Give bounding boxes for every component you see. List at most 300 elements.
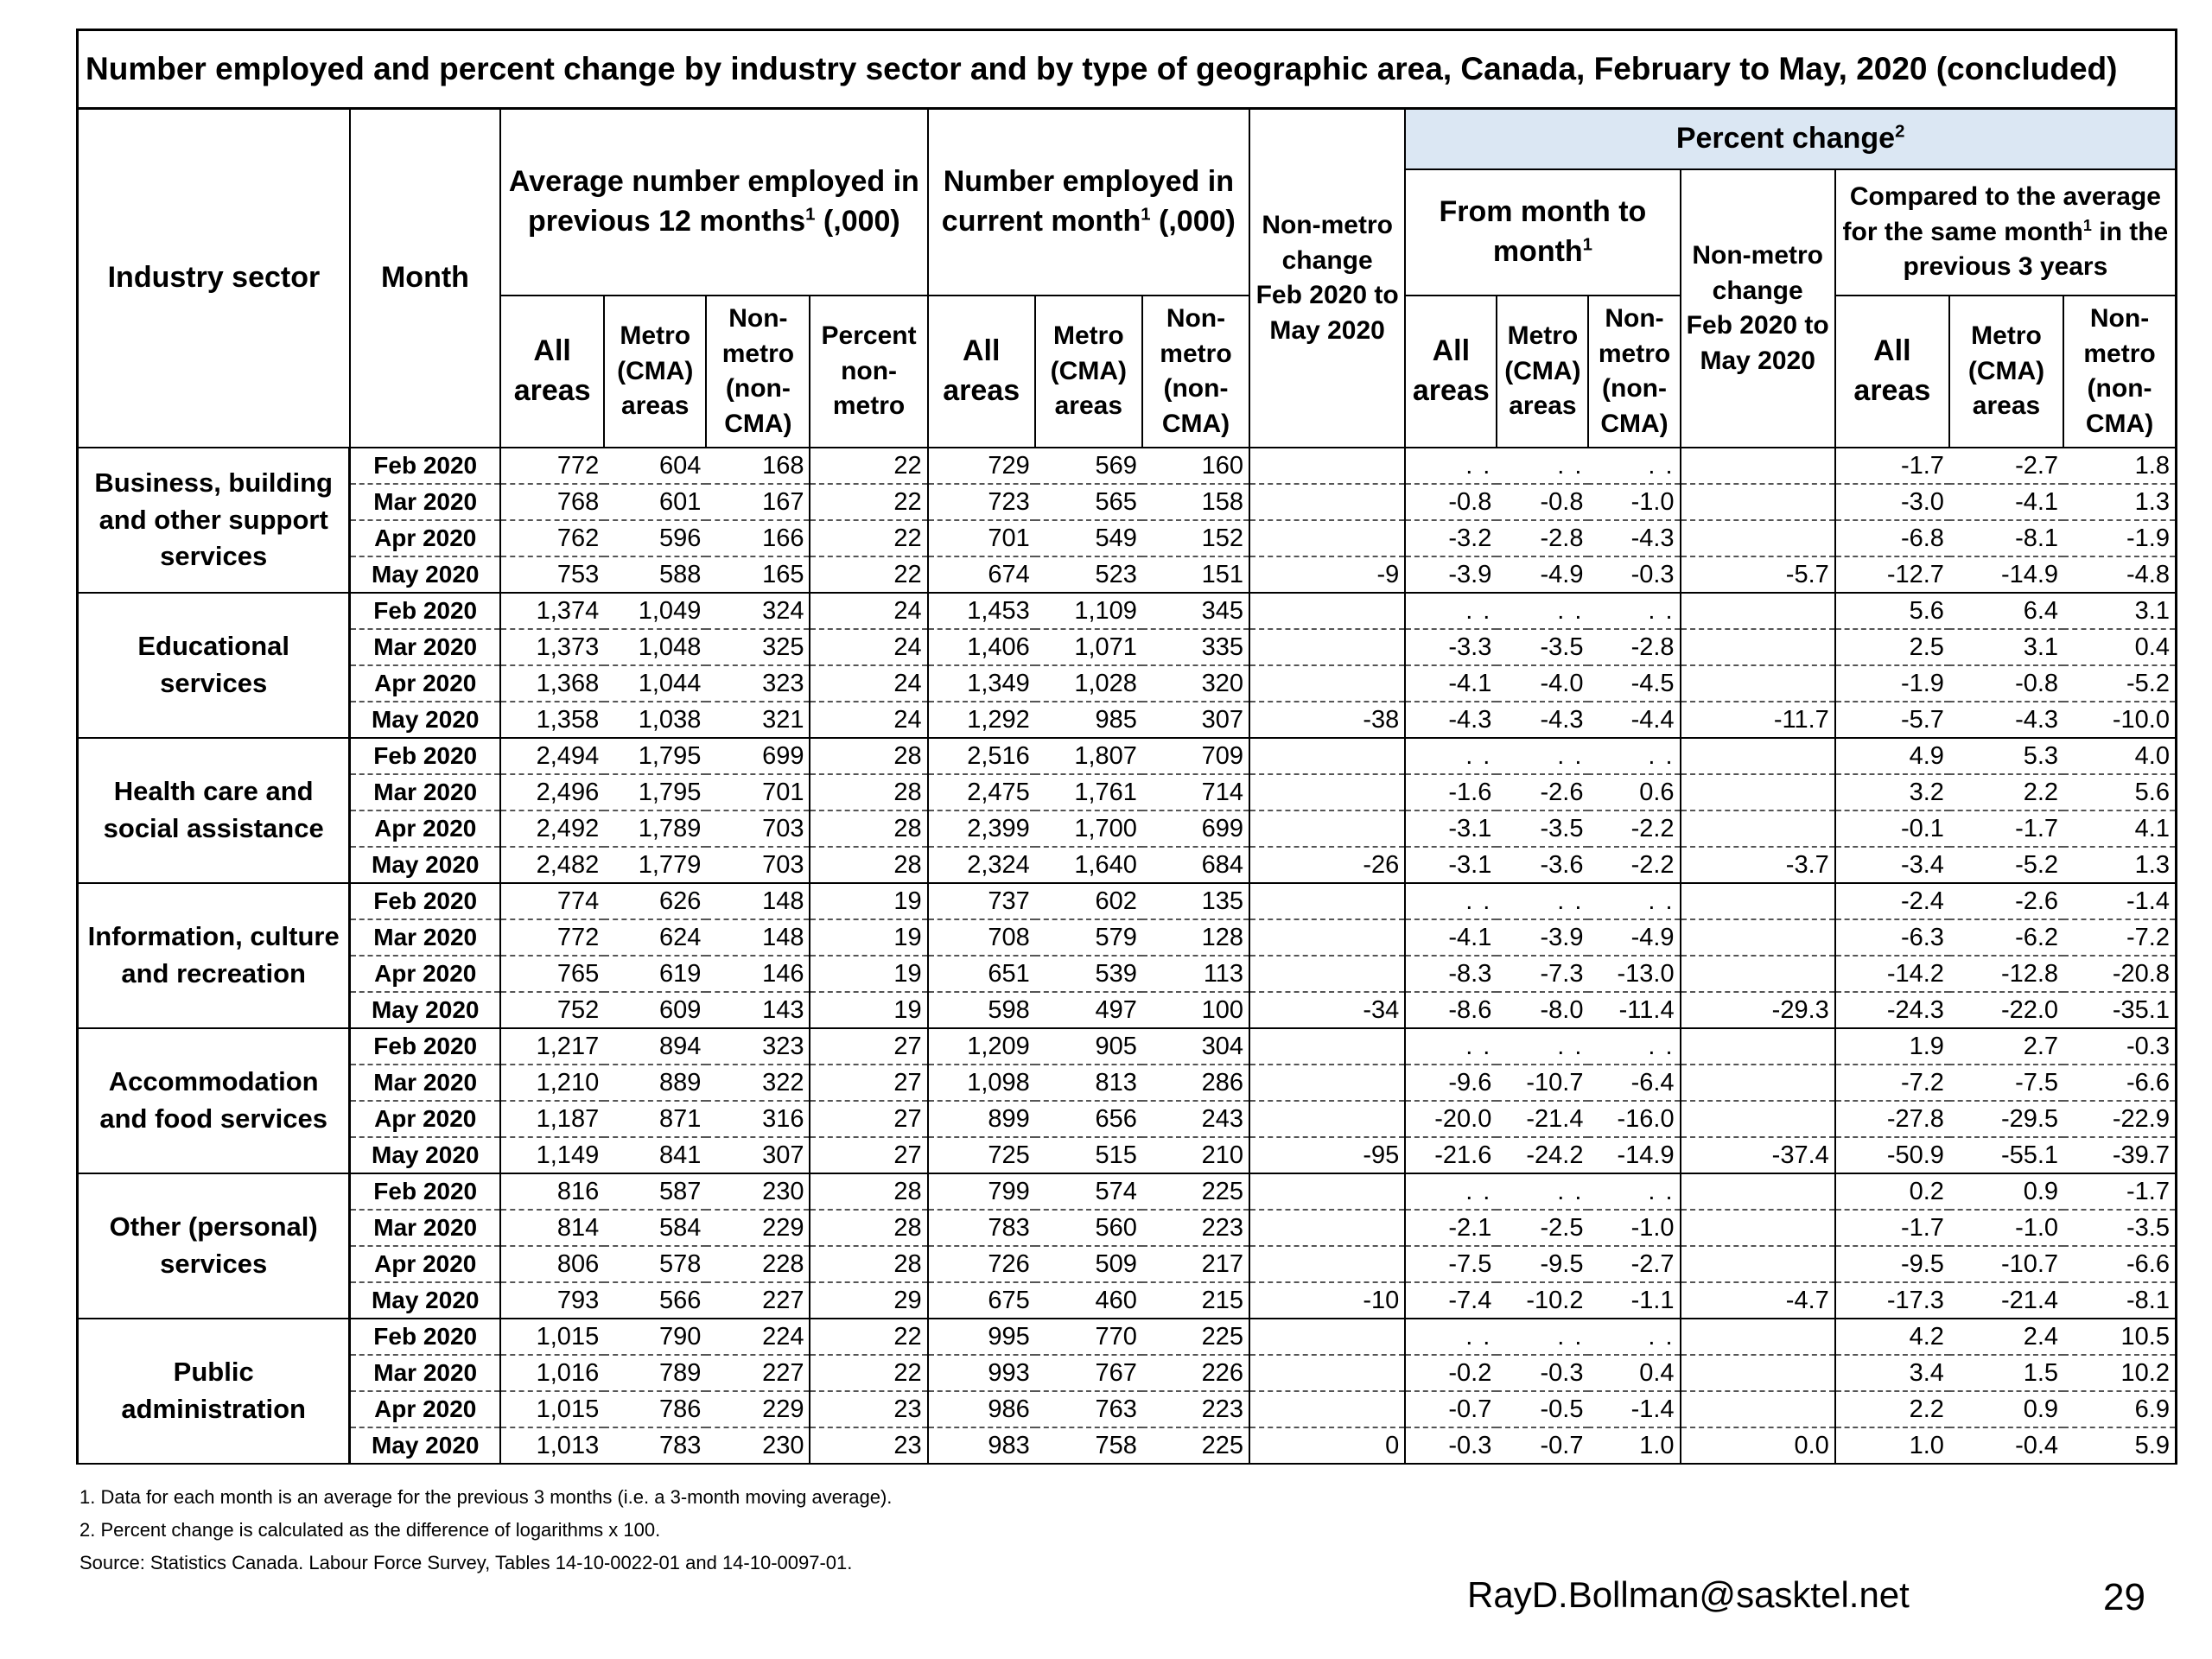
header-cmp-all-areas: All areas xyxy=(1835,296,1949,448)
month-cell: Feb 2020 xyxy=(350,448,500,484)
cmp-nonmetro-cell: -1.7 xyxy=(2063,1173,2176,1210)
nonmetro-change-cell xyxy=(1249,1173,1405,1210)
cur-all-areas-cell: 1,453 xyxy=(928,593,1035,629)
nonmetro-change-cell xyxy=(1249,629,1405,665)
table-row xyxy=(78,1391,2177,1427)
cmp-metro-cell: -10.7 xyxy=(1949,1246,2063,1282)
nonmetro-change-pct-cell: -29.3 xyxy=(1681,992,1835,1028)
percent-nonmetro-cell: 27 xyxy=(810,1065,927,1101)
mm-metro-cell: -4.9 xyxy=(1497,556,1588,593)
mm-all-areas-cell: -3.9 xyxy=(1405,556,1497,593)
header-avg-nonmetro: Non-metro (non-CMA) xyxy=(706,296,810,448)
cmp-metro-cell: -29.5 xyxy=(1949,1101,2063,1137)
cmp-nonmetro-cell: -0.3 xyxy=(2063,1028,2176,1065)
mm-nonmetro-cell: -2.8 xyxy=(1588,629,1680,665)
cur-nonmetro-cell: 151 xyxy=(1142,556,1249,593)
footnotes xyxy=(79,1481,892,1580)
cmp-nonmetro-cell: 5.6 xyxy=(2063,774,2176,810)
mm-nonmetro-cell: . . xyxy=(1588,1319,1680,1355)
nonmetro-change-pct-cell xyxy=(1681,1101,1835,1137)
avg-nonmetro-cell: 227 xyxy=(706,1355,810,1391)
month-cell: May 2020 xyxy=(350,847,500,883)
cmp-nonmetro-cell: 4.1 xyxy=(2063,810,2176,847)
cur-nonmetro-cell: 223 xyxy=(1142,1391,1249,1427)
cmp-all-areas-cell: -27.8 xyxy=(1835,1101,1949,1137)
cmp-metro-cell: -1.0 xyxy=(1949,1210,2063,1246)
table-row xyxy=(78,919,2177,956)
percent-nonmetro-cell: 19 xyxy=(810,956,927,992)
percent-nonmetro-cell: 28 xyxy=(810,1210,927,1246)
mm-all-areas-cell: -9.6 xyxy=(1405,1065,1497,1101)
cmp-metro-cell: 1.5 xyxy=(1949,1355,2063,1391)
avg-nonmetro-cell: 307 xyxy=(706,1137,810,1173)
mm-nonmetro-cell: -2.7 xyxy=(1588,1246,1680,1282)
avg-metro-cell: 841 xyxy=(604,1137,706,1173)
cmp-all-areas-cell: -1.7 xyxy=(1835,448,1949,484)
cmp-nonmetro-cell: 4.0 xyxy=(2063,738,2176,774)
table-row xyxy=(78,593,2177,629)
cur-nonmetro-cell: 243 xyxy=(1142,1101,1249,1137)
sector-name: Other (personal) services xyxy=(78,1173,350,1319)
cur-nonmetro-cell: 113 xyxy=(1142,956,1249,992)
table-row xyxy=(78,956,2177,992)
mm-all-areas-cell: -3.3 xyxy=(1405,629,1497,665)
cmp-metro-cell: 5.3 xyxy=(1949,738,2063,774)
cmp-all-areas-cell: 1.9 xyxy=(1835,1028,1949,1065)
cur-all-areas-cell: 2,475 xyxy=(928,774,1035,810)
percent-nonmetro-cell: 28 xyxy=(810,738,927,774)
avg-all-areas-cell: 1,368 xyxy=(500,665,604,702)
avg-nonmetro-cell: 228 xyxy=(706,1246,810,1282)
avg-all-areas-cell: 1,358 xyxy=(500,702,604,738)
cur-nonmetro-cell: 320 xyxy=(1142,665,1249,702)
cur-metro-cell: 985 xyxy=(1035,702,1142,738)
table-row xyxy=(78,1319,2177,1355)
month-cell: Mar 2020 xyxy=(350,1355,500,1391)
nonmetro-change-cell xyxy=(1249,883,1405,919)
mm-nonmetro-cell: -2.2 xyxy=(1588,810,1680,847)
mm-all-areas-cell: -3.1 xyxy=(1405,847,1497,883)
month-cell: Mar 2020 xyxy=(350,1210,500,1246)
avg-all-areas-cell: 1,016 xyxy=(500,1355,604,1391)
percent-nonmetro-cell: 19 xyxy=(810,883,927,919)
avg-metro-cell: 578 xyxy=(604,1246,706,1282)
cmp-all-areas-cell: -9.5 xyxy=(1835,1246,1949,1282)
avg-nonmetro-cell: 321 xyxy=(706,702,810,738)
header-cmp-nonmetro: Non-metro (non-CMA) xyxy=(2063,296,2176,448)
cmp-metro-cell: -14.9 xyxy=(1949,556,2063,593)
month-cell: Feb 2020 xyxy=(350,738,500,774)
nonmetro-change-cell xyxy=(1249,1065,1405,1101)
avg-metro-cell: 1,789 xyxy=(604,810,706,847)
month-cell: Feb 2020 xyxy=(350,1173,500,1210)
avg-all-areas-cell: 2,482 xyxy=(500,847,604,883)
cur-nonmetro-cell: 225 xyxy=(1142,1319,1249,1355)
sector-name: Educational services xyxy=(78,593,350,738)
nonmetro-change-pct-cell xyxy=(1681,810,1835,847)
nonmetro-change-pct-cell xyxy=(1681,738,1835,774)
cur-all-areas-cell: 701 xyxy=(928,520,1035,556)
nonmetro-change-cell: -9 xyxy=(1249,556,1405,593)
cmp-all-areas-cell: -14.2 xyxy=(1835,956,1949,992)
cmp-all-areas-cell: -5.7 xyxy=(1835,702,1949,738)
header-avg-all-areas: All areas xyxy=(500,296,604,448)
mm-all-areas-cell: . . xyxy=(1405,1319,1497,1355)
mm-nonmetro-cell: -4.3 xyxy=(1588,520,1680,556)
cur-metro-cell: 460 xyxy=(1035,1282,1142,1319)
cmp-metro-cell: 0.9 xyxy=(1949,1173,2063,1210)
nonmetro-change-cell xyxy=(1249,1101,1405,1137)
nonmetro-change-pct-cell xyxy=(1681,484,1835,520)
percent-nonmetro-cell: 28 xyxy=(810,1173,927,1210)
percent-nonmetro-cell: 22 xyxy=(810,484,927,520)
cmp-nonmetro-cell: -6.6 xyxy=(2063,1246,2176,1282)
percent-nonmetro-cell: 22 xyxy=(810,448,927,484)
mm-metro-cell: -10.2 xyxy=(1497,1282,1588,1319)
percent-nonmetro-cell: 24 xyxy=(810,593,927,629)
cur-all-areas-cell: 708 xyxy=(928,919,1035,956)
avg-all-areas-cell: 1,187 xyxy=(500,1101,604,1137)
table-row xyxy=(78,1065,2177,1101)
avg-metro-cell: 789 xyxy=(604,1355,706,1391)
cmp-all-areas-cell: -1.7 xyxy=(1835,1210,1949,1246)
cmp-nonmetro-cell: -10.0 xyxy=(2063,702,2176,738)
cur-all-areas-cell: 983 xyxy=(928,1427,1035,1464)
avg-metro-cell: 1,779 xyxy=(604,847,706,883)
avg-all-areas-cell: 772 xyxy=(500,448,604,484)
mm-metro-cell: -10.7 xyxy=(1497,1065,1588,1101)
mm-all-areas-cell: . . xyxy=(1405,448,1497,484)
header-month: Month xyxy=(350,109,500,448)
cmp-all-areas-cell: 3.4 xyxy=(1835,1355,1949,1391)
cur-metro-cell: 565 xyxy=(1035,484,1142,520)
mm-all-areas-cell: -4.3 xyxy=(1405,702,1497,738)
mm-metro-cell: . . xyxy=(1497,1319,1588,1355)
cur-all-areas-cell: 737 xyxy=(928,883,1035,919)
mm-all-areas-cell: -3.1 xyxy=(1405,810,1497,847)
month-cell: Apr 2020 xyxy=(350,520,500,556)
table-row xyxy=(78,448,2177,484)
cmp-metro-cell: 6.4 xyxy=(1949,593,2063,629)
avg-nonmetro-cell: 701 xyxy=(706,774,810,810)
mm-nonmetro-cell: -1.1 xyxy=(1588,1282,1680,1319)
cmp-nonmetro-cell: -39.7 xyxy=(2063,1137,2176,1173)
cmp-nonmetro-cell: 10.5 xyxy=(2063,1319,2176,1355)
month-cell: Feb 2020 xyxy=(350,1028,500,1065)
cmp-metro-cell: 2.4 xyxy=(1949,1319,2063,1355)
mm-all-areas-cell: -3.2 xyxy=(1405,520,1497,556)
cur-nonmetro-cell: 304 xyxy=(1142,1028,1249,1065)
nonmetro-change-pct-cell: -5.7 xyxy=(1681,556,1835,593)
mm-nonmetro-cell: -13.0 xyxy=(1588,956,1680,992)
cmp-all-areas-cell: 5.6 xyxy=(1835,593,1949,629)
cur-all-areas-cell: 899 xyxy=(928,1101,1035,1137)
cmp-all-areas-cell: -7.2 xyxy=(1835,1065,1949,1101)
month-cell: Apr 2020 xyxy=(350,1101,500,1137)
month-cell: Mar 2020 xyxy=(350,484,500,520)
nonmetro-change-cell xyxy=(1249,1210,1405,1246)
nonmetro-change-pct-cell xyxy=(1681,774,1835,810)
mm-nonmetro-cell: . . xyxy=(1588,883,1680,919)
nonmetro-change-pct-cell xyxy=(1681,1028,1835,1065)
mm-nonmetro-cell: -11.4 xyxy=(1588,992,1680,1028)
nonmetro-change-pct-cell xyxy=(1681,629,1835,665)
percent-nonmetro-cell: 28 xyxy=(810,847,927,883)
table-row xyxy=(78,738,2177,774)
table-row xyxy=(78,556,2177,593)
mm-nonmetro-cell: -4.4 xyxy=(1588,702,1680,738)
avg-all-areas-cell: 762 xyxy=(500,520,604,556)
table-row xyxy=(78,1137,2177,1173)
cmp-all-areas-cell: -50.9 xyxy=(1835,1137,1949,1173)
percent-nonmetro-cell: 28 xyxy=(810,810,927,847)
cmp-nonmetro-cell: 6.9 xyxy=(2063,1391,2176,1427)
avg-all-areas-cell: 772 xyxy=(500,919,604,956)
avg-metro-cell: 619 xyxy=(604,956,706,992)
nonmetro-change-pct-cell xyxy=(1681,1246,1835,1282)
nonmetro-change-pct-cell: -3.7 xyxy=(1681,847,1835,883)
cmp-metro-cell: 2.7 xyxy=(1949,1028,2063,1065)
mm-all-areas-cell: -7.4 xyxy=(1405,1282,1497,1319)
mm-metro-cell: -4.3 xyxy=(1497,702,1588,738)
cmp-nonmetro-cell: -8.1 xyxy=(2063,1282,2176,1319)
cur-metro-cell: 1,761 xyxy=(1035,774,1142,810)
cur-all-areas-cell: 1,209 xyxy=(928,1028,1035,1065)
month-cell: Apr 2020 xyxy=(350,810,500,847)
header-avg-metro: Metro (CMA) areas xyxy=(604,296,706,448)
nonmetro-change-cell xyxy=(1249,665,1405,702)
nonmetro-change-pct-cell xyxy=(1681,956,1835,992)
cmp-nonmetro-cell: -3.5 xyxy=(2063,1210,2176,1246)
avg-all-areas-cell: 1,015 xyxy=(500,1391,604,1427)
percent-nonmetro-cell: 19 xyxy=(810,919,927,956)
table-row xyxy=(78,484,2177,520)
mm-metro-cell: . . xyxy=(1497,448,1588,484)
avg-all-areas-cell: 1,217 xyxy=(500,1028,604,1065)
table-row xyxy=(78,629,2177,665)
cmp-all-areas-cell: -6.8 xyxy=(1835,520,1949,556)
cur-metro-cell: 602 xyxy=(1035,883,1142,919)
avg-all-areas-cell: 2,496 xyxy=(500,774,604,810)
table-row xyxy=(78,1246,2177,1282)
nonmetro-change-pct-cell xyxy=(1681,1319,1835,1355)
nonmetro-change-cell: -34 xyxy=(1249,992,1405,1028)
nonmetro-change-pct-cell xyxy=(1681,448,1835,484)
month-cell: May 2020 xyxy=(350,1427,500,1464)
cur-all-areas-cell: 675 xyxy=(928,1282,1035,1319)
cur-metro-cell: 763 xyxy=(1035,1391,1142,1427)
cur-metro-cell: 523 xyxy=(1035,556,1142,593)
nonmetro-change-cell xyxy=(1249,738,1405,774)
header-avg-prev-12: Average number employed in previous 12 months$^1$ (,000) xyxy=(500,109,928,296)
table-row xyxy=(78,1210,2177,1246)
sector-name: Information, culture and recreation xyxy=(78,883,350,1028)
mm-all-areas-cell: -1.6 xyxy=(1405,774,1497,810)
percent-nonmetro-cell: 28 xyxy=(810,774,927,810)
mm-nonmetro-cell: . . xyxy=(1588,448,1680,484)
cur-metro-cell: 549 xyxy=(1035,520,1142,556)
nonmetro-change-pct-cell xyxy=(1681,919,1835,956)
mm-all-areas-cell: . . xyxy=(1405,1028,1497,1065)
percent-nonmetro-cell: 19 xyxy=(810,992,927,1028)
mm-all-areas-cell: -8.6 xyxy=(1405,992,1497,1028)
avg-nonmetro-cell: 230 xyxy=(706,1173,810,1210)
header-cur-metro: Metro (CMA) areas xyxy=(1035,296,1142,448)
cmp-metro-cell: -5.2 xyxy=(1949,847,2063,883)
cur-all-areas-cell: 651 xyxy=(928,956,1035,992)
avg-nonmetro-cell: 325 xyxy=(706,629,810,665)
percent-nonmetro-cell: 29 xyxy=(810,1282,927,1319)
cur-metro-cell: 579 xyxy=(1035,919,1142,956)
cmp-nonmetro-cell: -7.2 xyxy=(2063,919,2176,956)
cur-metro-cell: 1,700 xyxy=(1035,810,1142,847)
header-nonmetro-change: Non-metro change Feb 2020 to May 2020 xyxy=(1249,109,1405,448)
avg-metro-cell: 783 xyxy=(604,1427,706,1464)
page-number: 29 xyxy=(2103,1576,2145,1618)
mm-metro-cell: -2.8 xyxy=(1497,520,1588,556)
cur-nonmetro-cell: 335 xyxy=(1142,629,1249,665)
cmp-all-areas-cell: -1.9 xyxy=(1835,665,1949,702)
table-row xyxy=(78,883,2177,919)
avg-metro-cell: 1,049 xyxy=(604,593,706,629)
cur-metro-cell: 574 xyxy=(1035,1173,1142,1210)
cur-nonmetro-cell: 709 xyxy=(1142,738,1249,774)
cur-metro-cell: 770 xyxy=(1035,1319,1142,1355)
mm-metro-cell: -4.0 xyxy=(1497,665,1588,702)
cmp-metro-cell: -0.4 xyxy=(1949,1427,2063,1464)
cur-all-areas-cell: 1,292 xyxy=(928,702,1035,738)
cmp-metro-cell: -4.3 xyxy=(1949,702,2063,738)
month-cell: Mar 2020 xyxy=(350,919,500,956)
avg-nonmetro-cell: 167 xyxy=(706,484,810,520)
avg-nonmetro-cell: 316 xyxy=(706,1101,810,1137)
nonmetro-change-cell: -26 xyxy=(1249,847,1405,883)
avg-metro-cell: 609 xyxy=(604,992,706,1028)
header-cur-nonmetro: Non-metro (non-CMA) xyxy=(1142,296,1249,448)
cur-metro-cell: 813 xyxy=(1035,1065,1142,1101)
mm-nonmetro-cell: . . xyxy=(1588,1173,1680,1210)
percent-nonmetro-cell: 27 xyxy=(810,1028,927,1065)
mm-metro-cell: -3.5 xyxy=(1497,629,1588,665)
percent-nonmetro-cell: 22 xyxy=(810,1355,927,1391)
cmp-nonmetro-cell: 3.1 xyxy=(2063,593,2176,629)
avg-all-areas-cell: 774 xyxy=(500,883,604,919)
mm-all-areas-cell: -2.1 xyxy=(1405,1210,1497,1246)
header-cmp-metro: Metro (CMA) areas xyxy=(1949,296,2063,448)
avg-all-areas-cell: 1,373 xyxy=(500,629,604,665)
mm-all-areas-cell: -4.1 xyxy=(1405,665,1497,702)
cur-all-areas-cell: 995 xyxy=(928,1319,1035,1355)
cur-nonmetro-cell: 225 xyxy=(1142,1173,1249,1210)
avg-all-areas-cell: 1,149 xyxy=(500,1137,604,1173)
cur-metro-cell: 1,109 xyxy=(1035,593,1142,629)
mm-nonmetro-cell: -4.5 xyxy=(1588,665,1680,702)
header-nonmetro-change-pct: Non-metro change Feb 2020 to May 2020 xyxy=(1681,169,1835,448)
table-row xyxy=(78,702,2177,738)
cur-nonmetro-cell: 223 xyxy=(1142,1210,1249,1246)
month-cell: Apr 2020 xyxy=(350,956,500,992)
sector-name: Accommodation and food services xyxy=(78,1028,350,1173)
cmp-metro-cell: -7.5 xyxy=(1949,1065,2063,1101)
mm-all-areas-cell: -7.5 xyxy=(1405,1246,1497,1282)
mm-metro-cell: . . xyxy=(1497,738,1588,774)
table-row xyxy=(78,774,2177,810)
sector-name: Health care and social assistance xyxy=(78,738,350,883)
cmp-metro-cell: -0.8 xyxy=(1949,665,2063,702)
cmp-metro-cell: -22.0 xyxy=(1949,992,2063,1028)
sector-name: Public administration xyxy=(78,1319,350,1464)
header-percent-nonmetro: Percent non-metro xyxy=(810,296,927,448)
cur-all-areas-cell: 986 xyxy=(928,1391,1035,1427)
mm-nonmetro-cell: -1.0 xyxy=(1588,1210,1680,1246)
nonmetro-change-pct-cell xyxy=(1681,593,1835,629)
mm-metro-cell: . . xyxy=(1497,1028,1588,1065)
cmp-all-areas-cell: 2.5 xyxy=(1835,629,1949,665)
cur-metro-cell: 497 xyxy=(1035,992,1142,1028)
avg-all-areas-cell: 793 xyxy=(500,1282,604,1319)
mm-all-areas-cell: -0.8 xyxy=(1405,484,1497,520)
cur-metro-cell: 1,640 xyxy=(1035,847,1142,883)
avg-all-areas-cell: 765 xyxy=(500,956,604,992)
mm-all-areas-cell: -0.7 xyxy=(1405,1391,1497,1427)
table-row xyxy=(78,1355,2177,1391)
month-cell: May 2020 xyxy=(350,1282,500,1319)
nonmetro-change-cell: -10 xyxy=(1249,1282,1405,1319)
mm-nonmetro-cell: 1.0 xyxy=(1588,1427,1680,1464)
mm-metro-cell: -0.7 xyxy=(1497,1427,1588,1464)
header-month-to-month: From month to month$^1$ xyxy=(1405,169,1680,296)
table-row xyxy=(78,810,2177,847)
month-cell: Feb 2020 xyxy=(350,1319,500,1355)
header-mm-all-areas: All areas xyxy=(1405,296,1497,448)
avg-nonmetro-cell: 703 xyxy=(706,847,810,883)
nonmetro-change-pct-cell xyxy=(1681,1210,1835,1246)
nonmetro-change-cell xyxy=(1249,1319,1405,1355)
cur-metro-cell: 767 xyxy=(1035,1355,1142,1391)
avg-nonmetro-cell: 230 xyxy=(706,1427,810,1464)
mm-metro-cell: -7.3 xyxy=(1497,956,1588,992)
nonmetro-change-cell xyxy=(1249,810,1405,847)
avg-metro-cell: 1,795 xyxy=(604,738,706,774)
mm-all-areas-cell: -0.2 xyxy=(1405,1355,1497,1391)
nonmetro-change-cell: 0 xyxy=(1249,1427,1405,1464)
cmp-metro-cell: -21.4 xyxy=(1949,1282,2063,1319)
cur-nonmetro-cell: 714 xyxy=(1142,774,1249,810)
cur-metro-cell: 1,071 xyxy=(1035,629,1142,665)
cmp-all-areas-cell: -24.3 xyxy=(1835,992,1949,1028)
cmp-all-areas-cell: 2.2 xyxy=(1835,1391,1949,1427)
month-cell: Apr 2020 xyxy=(350,665,500,702)
percent-nonmetro-cell: 22 xyxy=(810,520,927,556)
cur-nonmetro-cell: 699 xyxy=(1142,810,1249,847)
table-row xyxy=(78,1282,2177,1319)
avg-metro-cell: 871 xyxy=(604,1101,706,1137)
avg-nonmetro-cell: 166 xyxy=(706,520,810,556)
employment-table xyxy=(76,29,2177,1465)
cur-all-areas-cell: 799 xyxy=(928,1173,1035,1210)
avg-nonmetro-cell: 143 xyxy=(706,992,810,1028)
avg-all-areas-cell: 1,015 xyxy=(500,1319,604,1355)
cur-all-areas-cell: 993 xyxy=(928,1355,1035,1391)
cur-all-areas-cell: 723 xyxy=(928,484,1035,520)
nonmetro-change-cell xyxy=(1249,1028,1405,1065)
footnote-1: 1. Data for each month is an average for the previous 3 months (i.e. a 3-month moving average). xyxy=(79,1486,893,1508)
nonmetro-change-cell xyxy=(1249,1355,1405,1391)
percent-nonmetro-cell: 24 xyxy=(810,702,927,738)
table-row xyxy=(78,665,2177,702)
cur-metro-cell: 569 xyxy=(1035,448,1142,484)
table-row xyxy=(78,520,2177,556)
